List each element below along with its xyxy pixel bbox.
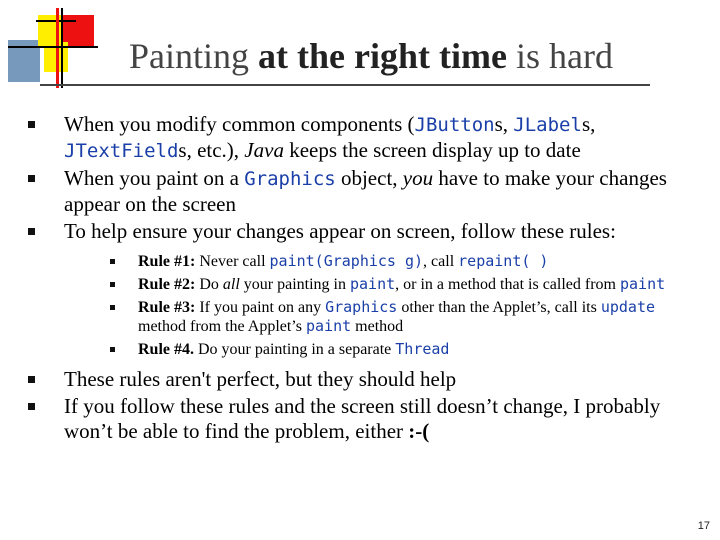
code-text: repaint( ) <box>458 252 549 270</box>
square-bullet-icon <box>28 403 35 410</box>
code-text: Graphics <box>325 298 398 316</box>
code-text: paint <box>305 317 352 335</box>
square-bullet-icon <box>110 347 115 352</box>
text: Do your painting in a separate <box>194 341 396 358</box>
bold-text: Rule #4. <box>138 341 194 358</box>
square-bullet-icon <box>28 175 35 182</box>
square-bullet-icon <box>28 228 35 235</box>
text: keeps the screen display up to date <box>283 138 581 162</box>
bold-text: Rule #3: <box>138 299 196 316</box>
text: To help ensure your changes appear on screen, follow these rules: <box>64 219 616 243</box>
text: object, <box>335 166 403 190</box>
title-bold: at the right time <box>258 36 507 76</box>
text: s, etc.), <box>178 138 245 162</box>
code-text: paint(Graphics g) <box>269 252 424 270</box>
page-number: 17 <box>697 520 710 532</box>
code-text: JLabel <box>513 114 582 136</box>
slide-title <box>0 38 720 74</box>
text: Never call <box>195 253 270 270</box>
text: Do <box>195 276 223 293</box>
square-bullet-icon <box>110 305 115 310</box>
bullet-item <box>24 367 680 392</box>
text: When you paint on a <box>64 166 245 190</box>
bullet-item <box>24 166 680 217</box>
sub-bullet-item <box>64 340 680 359</box>
title-underline <box>40 84 650 86</box>
square-bullet-icon <box>110 259 115 264</box>
text: If you paint on any <box>195 299 326 316</box>
text: your painting in <box>239 276 350 293</box>
slide-body <box>24 112 680 446</box>
code-text: JButton <box>414 114 495 136</box>
title-part1: Painting <box>129 36 259 76</box>
text: , call <box>423 253 459 270</box>
text: other than the Applet’s, call its <box>397 299 601 316</box>
title-part2: is hard <box>506 36 613 76</box>
text: , or in a method that is called from <box>395 276 620 293</box>
emphasis-text: all <box>222 276 240 293</box>
sub-bullet-item <box>64 252 680 271</box>
text: have to make your changes appear on the screen <box>64 166 667 216</box>
code-text: Thread <box>395 340 450 358</box>
bold-text: :-( <box>408 419 430 443</box>
text: These rules aren't perfect, but they should help <box>64 367 457 391</box>
square-bullet-icon <box>28 376 35 383</box>
code-text: paint <box>619 275 666 293</box>
code-text: JTextField <box>64 140 179 162</box>
bold-text: Rule #1: <box>138 253 196 270</box>
bold-text: Rule #2: <box>138 276 196 293</box>
text: If you follow these rules and the screen still doesn’t change, I probably won’t be able to find the problem, either <box>64 394 661 443</box>
text: method <box>351 318 404 335</box>
sub-bullet-list <box>64 252 680 359</box>
code-text: update <box>600 298 656 316</box>
sub-bullet-item <box>64 298 680 336</box>
bullet-item <box>24 394 680 444</box>
text: method from the Applet’s <box>138 318 306 335</box>
text: s, <box>581 112 596 136</box>
square-bullet-icon <box>110 282 115 287</box>
emphasis-text: Java <box>244 138 284 162</box>
square-bullet-icon <box>28 121 35 128</box>
code-text: paint <box>350 275 396 293</box>
text: s, <box>494 112 514 136</box>
bullet-item <box>24 219 680 359</box>
sub-bullet-item <box>64 275 680 294</box>
emphasis-text: you <box>402 166 434 190</box>
bullet-item <box>24 112 680 164</box>
text: When you modify common components ( <box>64 112 415 136</box>
bullet-list <box>24 112 680 444</box>
code-text: Graphics <box>244 168 336 190</box>
